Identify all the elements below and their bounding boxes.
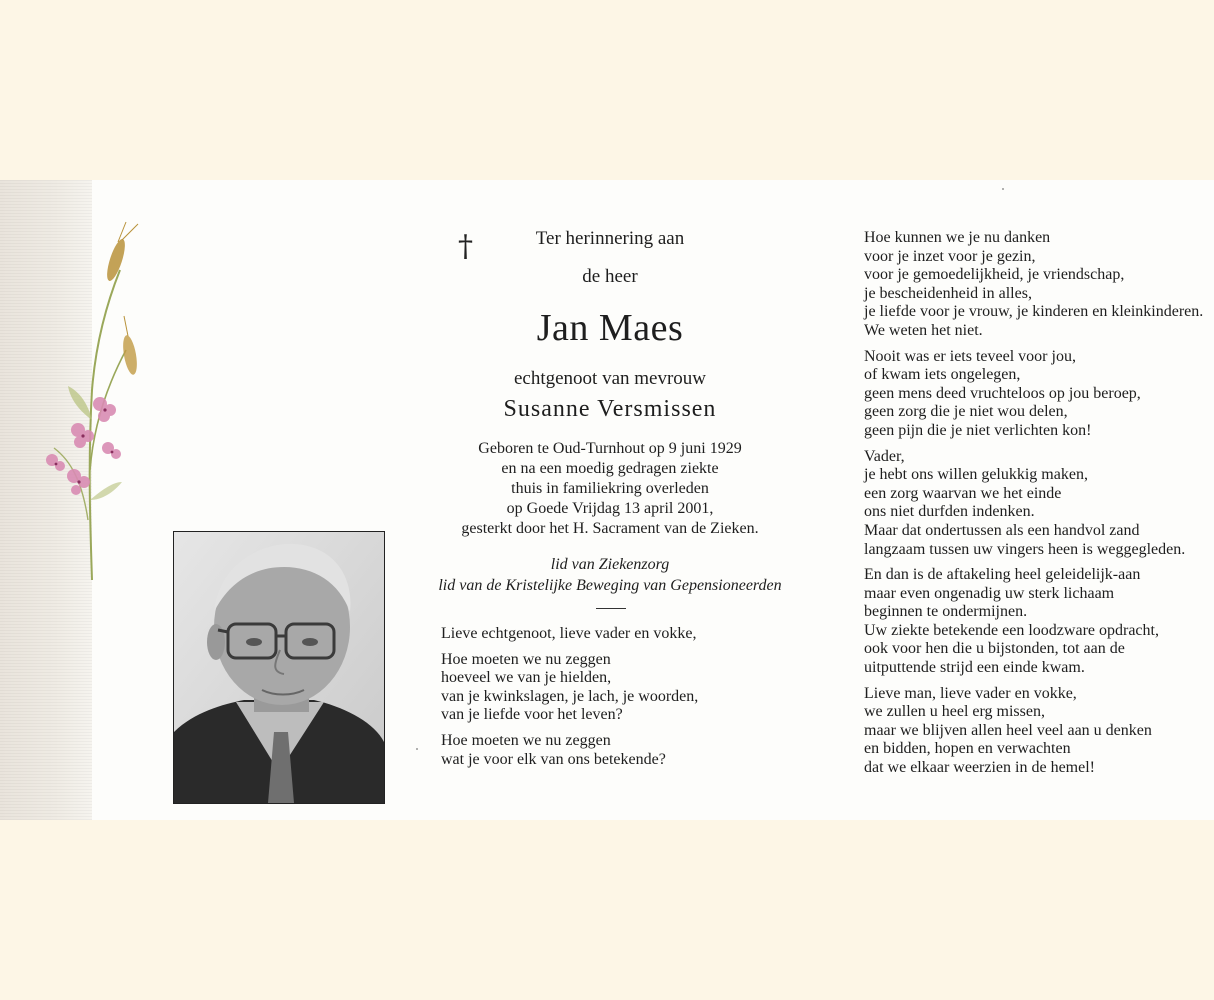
portrait-photo [173, 531, 385, 804]
poem-line: geen pijn die je niet verlichten kon! [864, 421, 1092, 439]
poem-line: We weten het niet. [864, 321, 983, 339]
poem-right [864, 229, 1203, 785]
spouse-name: Susanne Versmissen [503, 396, 717, 422]
membership-line: lid van de Kristelijke Beweging van Gepensioneerden [438, 577, 782, 594]
poem-stanza [441, 651, 698, 725]
poem-line: je hebt ons willen gelukkig maken, [864, 466, 1088, 484]
poem-left [441, 625, 698, 776]
poem-line: Uw ziekte betekende een loodzware opdracht, [864, 621, 1159, 639]
poem-line: Hoe moeten we nu zeggen [441, 650, 611, 668]
poem-stanza [864, 685, 1203, 778]
bio-line: en na een moedig gedragen ziekte [501, 460, 719, 477]
bio-line: op Goede Vrijdag 13 april 2001, [506, 500, 714, 517]
intro-title: de heer [582, 266, 638, 287]
bio-line: Geboren te Oud-Turnhout op 9 juni 1929 [478, 440, 742, 457]
memorial-card [0, 180, 1214, 820]
poem-line: voor je inzet voor je gezin, [864, 247, 1036, 265]
poem-line: ons niet durfden indenken. [864, 503, 1035, 521]
poem-line: langzaam tussen uw vingers heen is weggegleden. [864, 540, 1186, 558]
poem-line: je bescheidenheid in alles, [864, 284, 1032, 302]
poem-line: we zullen u heel erg missen, [864, 703, 1045, 721]
poem-line: uitputtende strijd een einde kwam. [864, 659, 1085, 677]
poem-stanza [864, 348, 1203, 441]
poem-stanza [864, 566, 1203, 678]
poem-line: ook voor hen die u bijstonden, tot aan de [864, 640, 1125, 658]
spouse-intro: echtgenoot van mevrouw [513, 368, 707, 389]
poem-line: Nooit was er iets teveel voor jou, [864, 347, 1076, 365]
poem-line: een zorg waarvan we het einde [864, 484, 1062, 502]
divider [596, 608, 626, 609]
poem-line: of kwam iets ongelegen, [864, 366, 1021, 384]
speck [1002, 188, 1004, 190]
bio-line: thuis in familiekring overleden [511, 480, 709, 497]
poem-line: dat we elkaar weerzien in de hemel! [864, 759, 1095, 777]
wheat-and-violet-flower-icon [30, 220, 160, 590]
poem-line: maar we blijven allen heel veel aan u denken [864, 721, 1152, 739]
poem-line: hoeveel we van je hielden, [441, 669, 612, 687]
biography [410, 439, 810, 539]
poem-line: beginnen te ondermijnen. [864, 603, 1028, 621]
bio-line: gesterkt door het H. Sacrament van de Zieken. [461, 520, 759, 537]
speck [416, 748, 418, 750]
poem-line: geen mens deed vruchteloos op jou beroep, [864, 384, 1141, 402]
deceased-name: Jan Maes [536, 307, 684, 349]
poem-line: van je kwinkslagen, je lach, je woorden, [441, 687, 699, 705]
poem-line: Hoe kunnen we je nu danken [864, 229, 1051, 246]
poem-line: je liefde voor je vrouw, je kinderen en kleinkinderen. [864, 303, 1204, 321]
poem-line: van je liefde voor het leven? [441, 706, 623, 724]
poem-line: maar even ongenadig uw sterk lichaam [864, 584, 1115, 602]
poem-line: Lieve echtgenoot, lieve vader en vokke, [441, 625, 697, 642]
intro-line: Ter herinnering aan [535, 228, 685, 249]
poem-stanza [441, 625, 698, 644]
poem-line: Hoe moeten we nu zeggen [441, 731, 611, 749]
poem-line: geen zorg die je niet wou delen, [864, 403, 1068, 421]
poem-line: En dan is de aftakeling heel geleidelijk-aan [864, 566, 1141, 584]
cross-icon: † [458, 229, 473, 264]
poem-line: Lieve man, lieve vader en vokke, [864, 684, 1077, 702]
poem-stanza [864, 229, 1203, 341]
membership-line: lid van Ziekenzorg [550, 556, 670, 573]
poem-stanza [864, 448, 1203, 560]
poem-line: Vader, [864, 447, 905, 465]
memberships [410, 554, 810, 596]
poem-line: wat je voor elk van ons betekende? [441, 750, 666, 768]
poem-line: Maar dat ondertussen als een handvol zand [864, 521, 1140, 539]
poem-line: voor je gemoedelijkheid, je vriendschap, [864, 266, 1125, 284]
poem-stanza [441, 732, 698, 769]
poem-line: en bidden, hopen en verwachten [864, 740, 1071, 758]
